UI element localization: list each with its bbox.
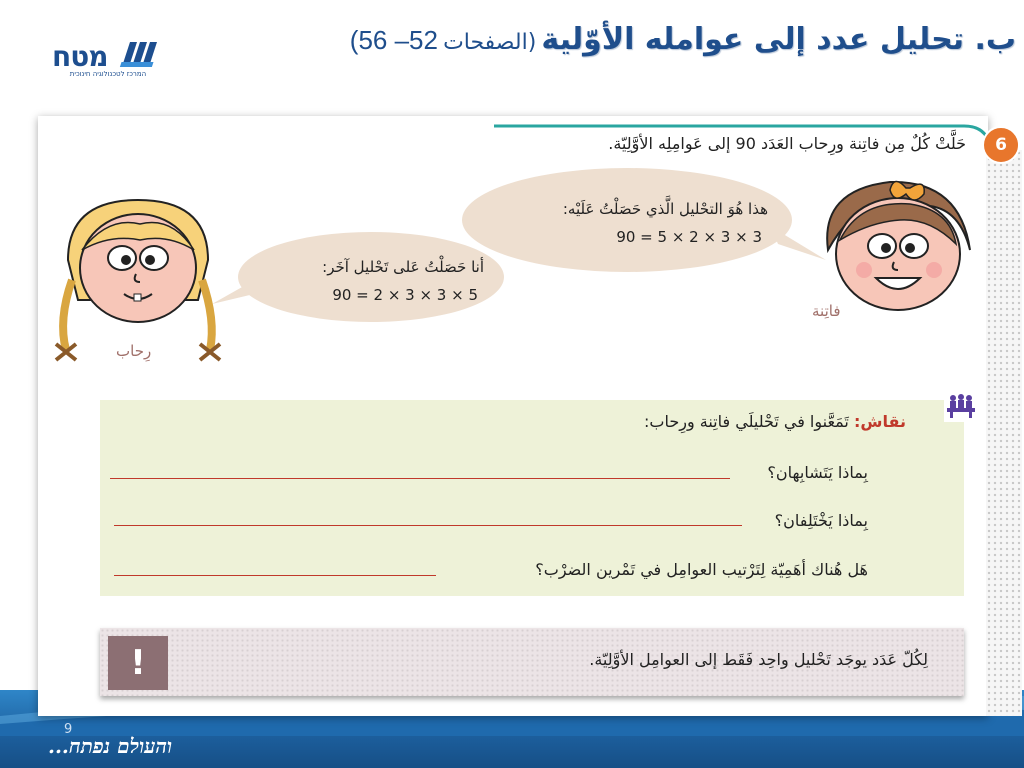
fatina-character-icon xyxy=(810,170,980,320)
discussion-group-icon xyxy=(944,388,978,422)
fatina-speech-line2: 90 = 5 × 2 × 3 × 3 xyxy=(616,228,762,246)
speech-bubble-fatina xyxy=(462,168,792,272)
slide-title-main: ب. تحليل عدد إلى عوامله الأوّلية xyxy=(541,22,1016,57)
footer-slogan: והעולם נפתח... xyxy=(48,734,173,758)
exercise-question: حَلَّتْ كُلٌ مِن فاتِنة ورِحاب العَدَد 90 إلى عَوامِلِه الأوَّلِيّة. xyxy=(608,134,966,153)
answer-line-1[interactable] xyxy=(110,478,730,479)
rehab-speech-line2: 90 = 2 × 3 × 3 × 5 xyxy=(332,286,478,304)
discussion-question-1: بِماذا يَتَشابِهان؟ xyxy=(767,463,868,482)
answer-line-2[interactable] xyxy=(114,525,742,526)
rule-text: لِكُلّ عَدَد يوجَد تَحْليل واحِد فَقَط إلى العوامِل الأوَّلِيّة. xyxy=(589,650,928,669)
discussion-question-2: بِماذا يَخْتَلِفان؟ xyxy=(774,511,868,530)
rehab-name-label: رِحاب xyxy=(116,342,152,360)
logo-subtitle: המרכז לטכנולוגיה חינוכית xyxy=(69,70,147,78)
slide-title-pages-range: 52– 56) xyxy=(349,25,438,55)
discussion-question-3: هَل هُناك أهَمِيّة لِتَرْتيب العوامِل في تَمْرين الضرْب؟ xyxy=(535,560,868,579)
exercise-number-badge: 6 xyxy=(982,126,1020,164)
discussion-intro: تَمَعَّنوا في تَحْليلَي فاتِنة ورِحاب: xyxy=(644,412,849,431)
slide-title-pages-word: (الصفحات xyxy=(443,30,537,55)
exclamation-icon: ! xyxy=(108,636,168,690)
answer-line-3[interactable] xyxy=(114,575,436,576)
page-edge-dots xyxy=(986,150,1022,716)
speech-bubble-rehab xyxy=(238,232,504,322)
discussion-title xyxy=(644,412,906,431)
slide-title xyxy=(350,22,1016,57)
fatina-name-label: فاتِنة xyxy=(812,302,841,320)
page-number: 9 xyxy=(64,722,73,737)
rehab-speech-line1: أنا حَصَلْتُ عَلى تَحْليل آخَر: xyxy=(322,258,484,276)
discussion-label: نقاش: xyxy=(853,412,906,431)
fatina-speech-line1: هذا هُوَ التحْليل الَّذي حَصَلْتُ عَلَيْه: xyxy=(562,200,768,218)
logo-wordmark: מטח xyxy=(52,40,108,73)
